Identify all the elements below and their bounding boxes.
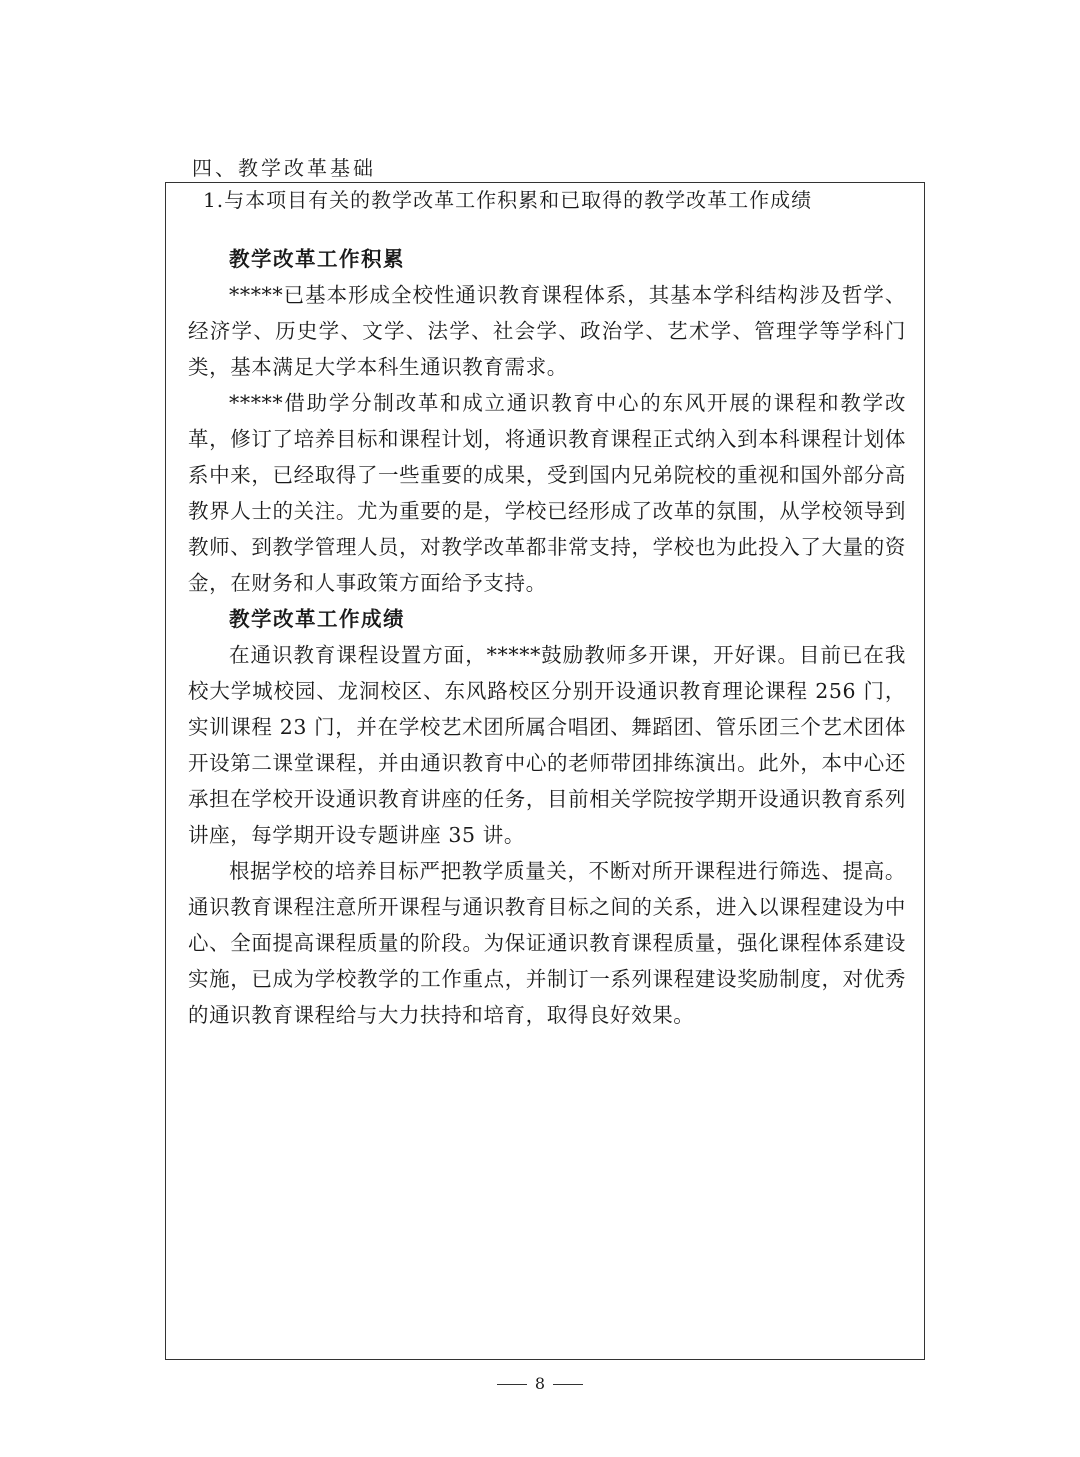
page-footer — [0, 1372, 1080, 1396]
paragraph-2: *****借助学分制改革和成立通识教育中心的东风开展的课程和教学改革，修订了培养目标和课程计划，将通识教育课程正式纳入到本科课程计划体系中来，已经取得了一些重要的成果，受到国内兄弟院校的重视和国外部分高教界人士的关注。尤为重要的是，学校已经形成了改革的氛围，从学校领导到教师、到教学管理人员，对教学改革都非常支持，学校也为此投入了大量的资金，在财务和人事政策方面给予支持。 — [188, 391, 906, 595]
subsection-title: 1.与本项目有关的教学改革工作积累和已取得的教学改革工作成绩 — [203, 188, 813, 212]
content-box — [165, 182, 925, 1360]
heading-accumulation: 教学改革工作积累 — [229, 247, 405, 271]
paragraph-1: *****已基本形成全校性通识教育课程体系，其基本学科结构涉及哲学、经济学、历史学、文学、法学、社会学、政治学、艺术学、管理学等学科门类，基本满足大学本科生通识教育需求。 — [188, 283, 906, 379]
page-number: 8 — [534, 1374, 546, 1393]
content-body — [188, 241, 906, 1033]
dash-left — [497, 1384, 527, 1385]
paragraph-4: 根据学校的培养目标严把教学质量关，不断对所开课程进行筛选、提高。通识教育课程注意所开课程与通识教育目标之间的关系，进入以课程建设为中心、全面提高课程质量的阶段。为保证通识教育课程质量，强化课程体系建设实施，已成为学校教学的工作重点，并制订一系列课程建设奖励制度，对优秀的通识教育课程给与大力扶持和培育，取得良好效果。 — [188, 859, 906, 1027]
heading-achievements: 教学改革工作成绩 — [229, 607, 405, 631]
section-title: 四、教学改革基础 — [192, 156, 376, 180]
dash-right — [553, 1384, 583, 1385]
paragraph-3: 在通识教育课程设置方面，*****鼓励教师多开课，开好课。目前已在我校大学城校园、龙洞校区、东风路校区分别开设通识教育理论课程 256 门，实训课程 23 门，并在学校艺术团所属合唱团、舞蹈团、管乐团三个艺术团体开设第二课堂课程，并由通识教育中心的老师带团排练演出。此外，本中心还承担在学校开设通识教育讲座的任务，目前相关学院按学期开设通识教育系列讲座，每学期开设专题讲座 35 讲。 — [188, 643, 906, 847]
